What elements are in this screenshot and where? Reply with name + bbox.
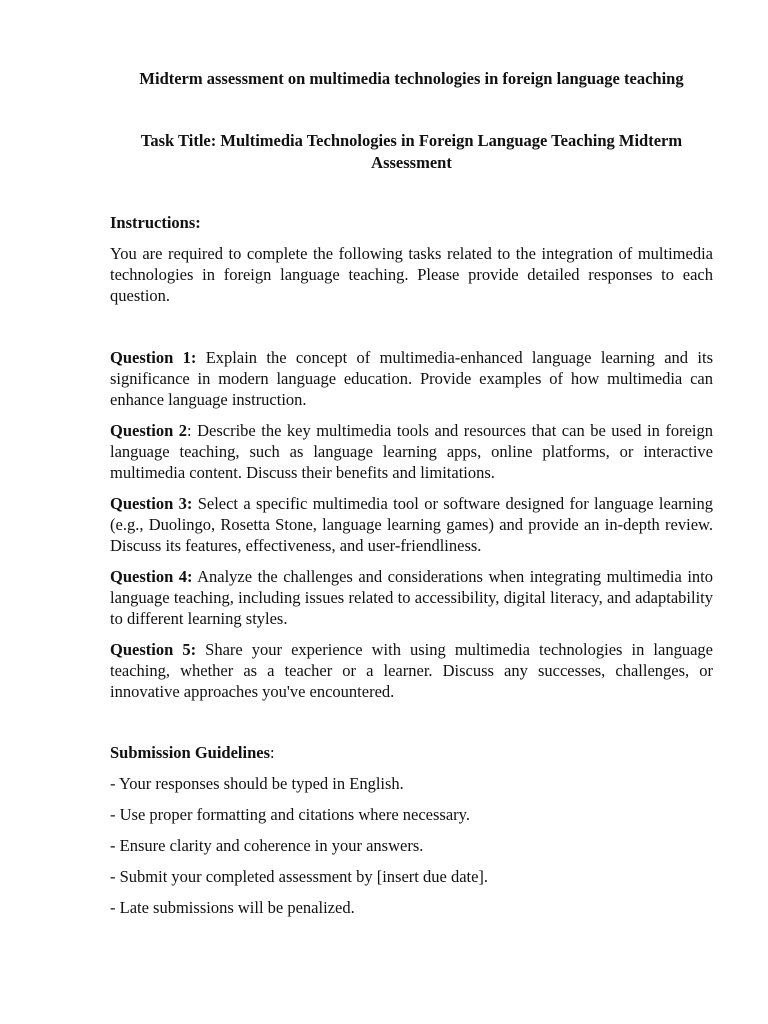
question-1-text: Explain the concept of multimedia-enhanced language learning and its significance in modern language education. Provide examples of how multimedia can enhance language instruction. [110,348,713,409]
instructions-text: You are required to complete the following tasks related to the integration of multimedia technologies in foreign language teaching. Please provide detailed responses to each question. [110,244,713,305]
document-title: Midterm assessment on multimedia technologies in foreign language teaching [139,69,684,88]
guideline-item: - Use proper formatting and citations where necessary. [110,805,470,824]
question-2-text: : Describe the key multimedia tools and resources that can be used in foreign language teaching, such as language learning apps, online platforms, or interactive multimedia content. Discuss their benefits and limitations. [110,421,713,482]
question-5-text: Share your experience with using multimedia technologies in language teaching, whether as a teacher or a learner. Discuss any successes, challenges, or innovative approaches you've encountered. [110,640,713,701]
submission-guidelines-colon: : [270,743,275,762]
question-4-text: Analyze the challenges and considerations when integrating multimedia into language teaching, including issues related to accessibility, digital literacy, and adaptability to different learning styles. [110,567,713,628]
question-4-label: Question 4: [110,567,193,586]
task-title: Task Title: Multimedia Technologies in Foreign Language Teaching Midterm Assessment [140,131,683,172]
question-5-label: Question 5: [110,640,197,659]
question-3 [110,493,713,556]
question-3-label: Question 3: [110,494,193,513]
submission-guidelines-heading-text: Submission Guidelines [110,743,271,762]
question-1 [110,347,713,410]
guideline-item: - Late submissions will be penalized. [110,898,355,917]
question-3-text: Select a specific multimedia tool or software designed for language learning (e.g., Duolingo, Rosetta Stone, language learning games) and provide an in-depth review. Discuss its features, effectiveness, and user-friendliness. [110,494,713,555]
question-2-label: Question 2 [110,421,188,440]
question-5 [110,639,713,702]
submission-guidelines-heading [110,742,275,764]
guideline-item: - Ensure clarity and coherence in your answers. [110,836,424,855]
question-1-label: Question 1: [110,348,197,367]
guideline-item: - Your responses should be typed in English. [110,774,404,793]
question-2 [110,420,713,483]
instructions-heading: Instructions: [110,213,201,232]
guideline-item: - Submit your completed assessment by [insert due date]. [110,867,489,886]
question-4 [110,566,713,629]
